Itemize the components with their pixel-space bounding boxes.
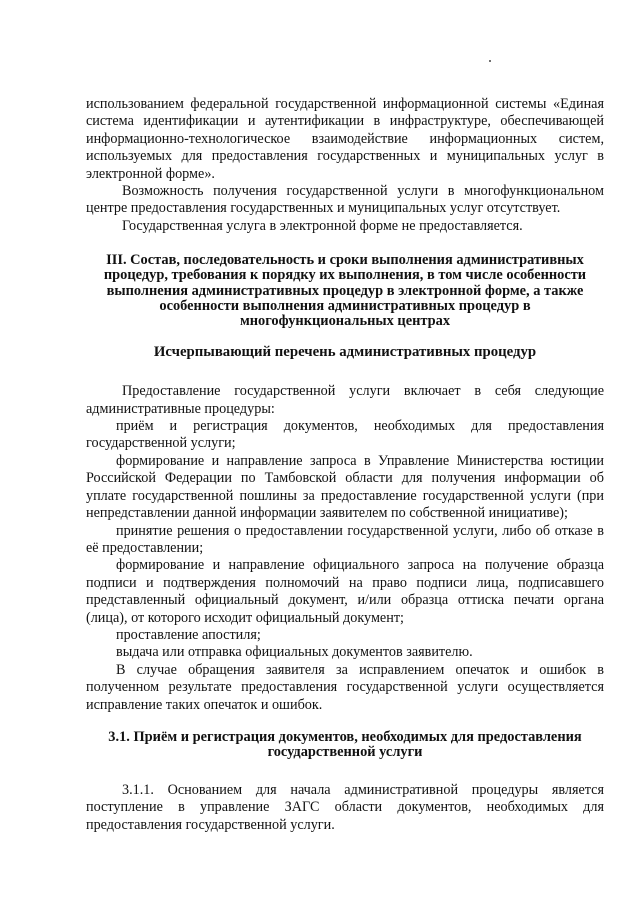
procedure-item: выдача или отправка официальных документов заявителю.	[116, 644, 473, 661]
procedure-item: приём и регистрация документов, необходимых для предоставления государственной услуги;	[86, 418, 604, 452]
procedure-item: формирование и направление запроса в Управление Министерства юстиции Российской Федерации по Тамбовской области для получения информации об уплате государственной пошлины за предоставление государственной услуги (при непредставлении данной информации заявителем по собственной инициативе);	[86, 452, 604, 522]
chapter-heading: III. Состав, последовательность и сроки выполнения административных процедур, требования к порядку их выполнения, в том числе особенности выполнения административных процедур в электронной форме, а также особенности выполнения административных процедур в многофункциональных центрах	[103, 252, 587, 330]
scan-speck	[489, 60, 491, 62]
subheading: Исчерпывающий перечень административных процедур	[153, 344, 537, 361]
page-content	[86, 96, 604, 834]
intro-paragraph-2: Возможность получения государственной услуги в многофункциональном центре предоставления государственных и муниципальных услуг отсутствует.	[86, 183, 604, 217]
errors-paragraph: В случае обращения заявителя за исправлением опечаток и ошибок в полученном результате предоставления государственной услуги осуществляется исправление таких опечаток и ошибок.	[86, 661, 604, 713]
procedures-intro: Предоставление государственной услуги включает в себя следующие административные процедуры:	[86, 383, 604, 417]
intro-paragraph-1: использованием федеральной государственной информационной системы «Единая система идентификации и аутентификации в инфраструктуре, обеспечивающей информационно-технологическое взаимодействие информационных систем, используемых для предоставления государственных и муниципальных услуг в электронной форме».	[86, 96, 604, 182]
intro-paragraph-3: Государственная услуга в электронной форме не предоставляется.	[122, 217, 523, 234]
section-paragraph: 3.1.1. Основанием для начала административной процедуры является поступление в управление ЗАГС области документов, необходимых для предоставления государственной услуги.	[86, 781, 604, 833]
procedure-item: принятие решения о предоставлении государственной услуги, либо об отказе в её предоставлении;	[86, 522, 604, 556]
section-heading: 3.1. Приём и регистрация документов, необходимых для предоставления государственной услуги	[108, 728, 582, 760]
procedure-item: проставление апостиля;	[116, 626, 261, 643]
procedure-item: формирование и направление официального запроса на получение образца подписи и подтверждения полномочий на право подписи лица, подписавшего представленный официальный документ, и/или образца оттиска печати органа (лица), от которого исходит официальный документ;	[86, 557, 604, 626]
